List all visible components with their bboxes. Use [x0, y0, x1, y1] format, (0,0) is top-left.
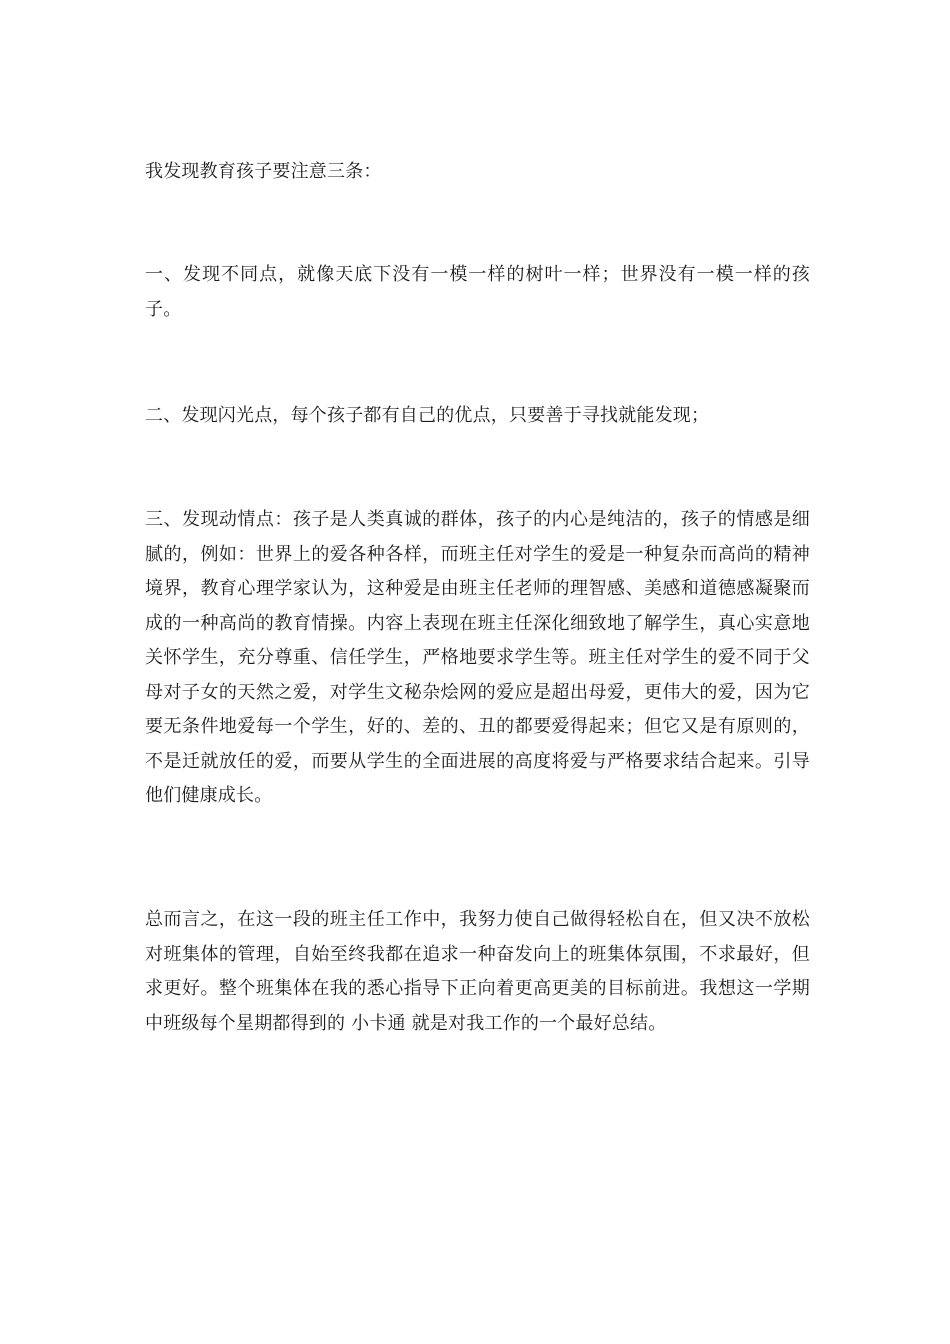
- point-three-paragraph: 三、发现动情点：孩子是人类真诚的群体，孩子的内心是纯洁的，孩子的情感是细腻的，例如：世界上的爱各种各样，而班主任对学生的爱是一种复杂而高尚的精神境界，教育心理学家认为，这种爱是由班主任老师的理智感、美感和道德感凝聚而成的一种高尚的教育情操。内容上表现在班主任深化细致地了解学生，真心实意地关怀学生，充分尊重、信任学生，严格地要求学生等。班主任对学生的爱不同于父母对子女的天然之爱，对学生文秘杂烩网的爱应是超出母爱，更伟大的爱，因为它要无条件地爱每一个学生，好的、差的、丑的都要爱得起来；但它又是有原则的，不是迁就放任的爱，而要从学生的全面进展的高度将爱与严格要求结合起来。引导他们健康成长。: [145, 509, 810, 806]
- conclusion-paragraph: 总而言之，在这一段的班主任工作中，我努力使自己做得轻松自在，但又决不放松对班集体的管理，自始至终我都在追求一种奋发向上的班集体氛围，不求最好，但求更好。整个班集体在我的悉心指导下正向着更高更美的目标前进。我想这一学期中班级每个星期都得到的 小卡通 就是对我工作的一个最好总结。: [145, 909, 810, 1034]
- point-one-paragraph: 一、发现不同点，就像天底下没有一模一样的树叶一样；世界没有一模一样的孩子。: [145, 264, 810, 320]
- point-two-paragraph: 二、发现闪光点，每个孩子都有自己的优点，只要善于寻找就能发现；: [145, 405, 710, 426]
- intro-paragraph: 我发现教育孩子要注意三条：: [145, 161, 382, 182]
